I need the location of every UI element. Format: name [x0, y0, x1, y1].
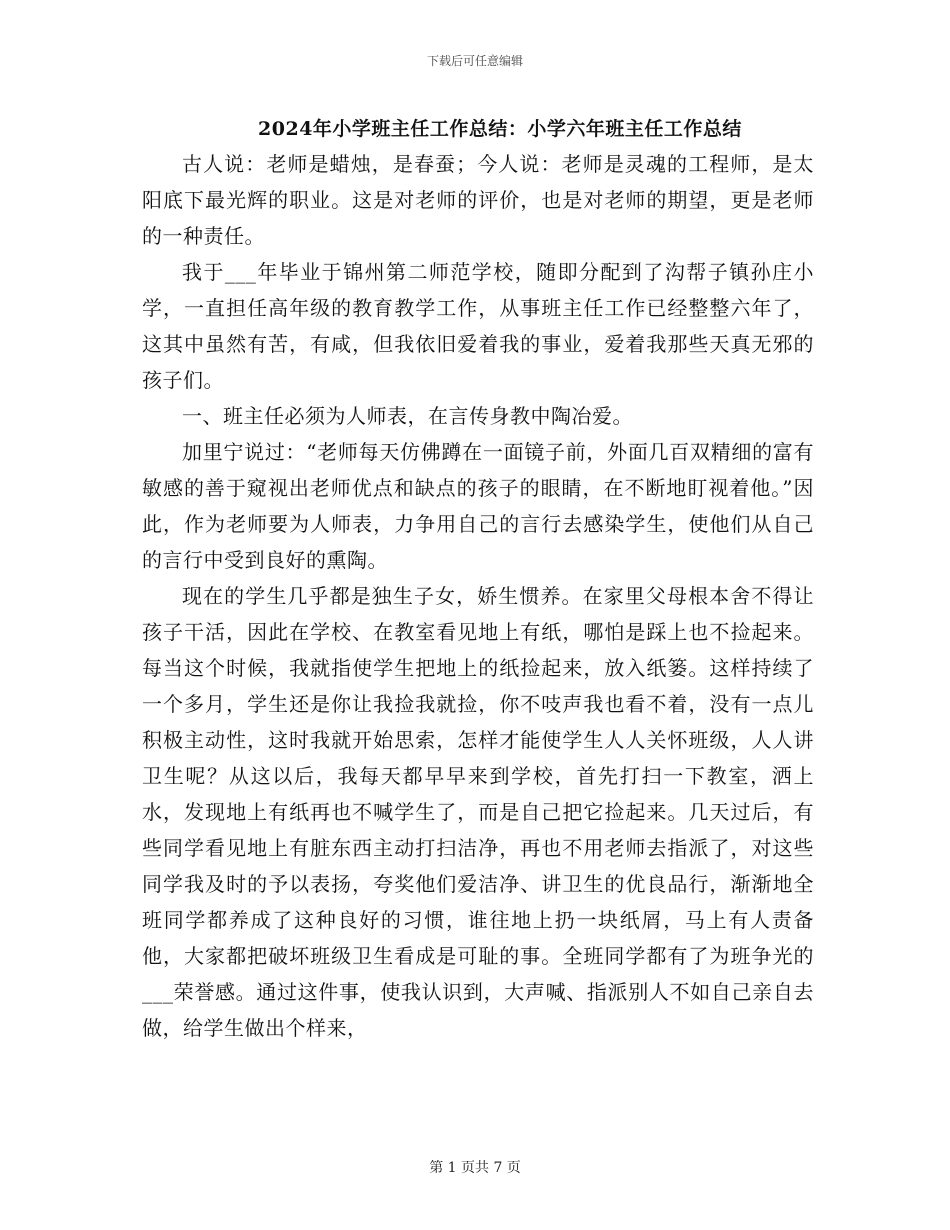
page-footer: 第 1 页共 7 页 [429, 1160, 521, 1176]
paragraph-3: 加里宁说过：“老师每天仿佛蹲在一面镜子前，外面几百双精细的富有敏感的善于窥视出老师优点和缺点的孩子的眼睛，在不断地盯视着他。”因此，作为老师要为人师表，力争用自己的言行去感染学生，使他们从自己的言行中受到良好的熏陶。 [142, 440, 814, 572]
paragraph-4: 现在的学生几乎都是独生子女，娇生惯养。在家里父母根本舍不得让孩子干活，因此在学校、在教室看见地上有纸，哪怕是踩上也不捡起来。每当这个时候，我就指使学生把地上的纸捡起来，放入纸篓。这样持续了一个多月，学生还是你让我捡我就捡，你不吱声我也看不着，没有一点儿积极主动性，这时我就开始思索，怎样才能使学生人人关怀班级，人人讲卫生呢？从这以后，我每天都早早来到学校，首先打扫一下教室，洒上水，发现地上有纸再也不喊学生了，而是自己把它捡起来。几天过后，有些同学看见地上有脏东西主动打扫洁净，再也不用老师去指派了，对这些同学我及时的予以表扬，夸奖他们爱洁净、讲卫生的优良品行，渐渐地全班同学都养成了这种良好的习惯，谁往地上扔一块纸屑，马上有人责备他，大家都把破坏班级卫生看成是可耻的事。全班同学都有了为班争光的___荣誉感。通过这件事，使我认识到，大声喊、指派别人不如自己亲自去做，给学生做出个样来， [142, 584, 814, 1040]
paragraph-2: 我于___年毕业于锦州第二师范学校，随即分配到了沟帮子镇孙庄小学，一直担任高年级的教育教学工作，从事班主任工作已经整整六年了，这其中虽然有苦，有咸，但我依旧爱着我的事业，爱着我那些天真无邪的孩子们。 [142, 260, 814, 392]
paragraph-1: 古人说：老师是蜡烛，是春蚕；今人说：老师是灵魂的工程师，是太阳底下最光辉的职业。这是对老师的评价，也是对老师的期望，更是老师的一种责任。 [142, 152, 814, 248]
section-heading-1: 一、班主任必须为人师表，在言传身教中陶冶爱。 [182, 404, 633, 428]
document-title: 2024年小学班主任工作总结：小学六年班主任工作总结 [258, 118, 742, 140]
page-header: 下载后可任意编辑 [426, 54, 523, 68]
document-body [142, 146, 814, 1046]
